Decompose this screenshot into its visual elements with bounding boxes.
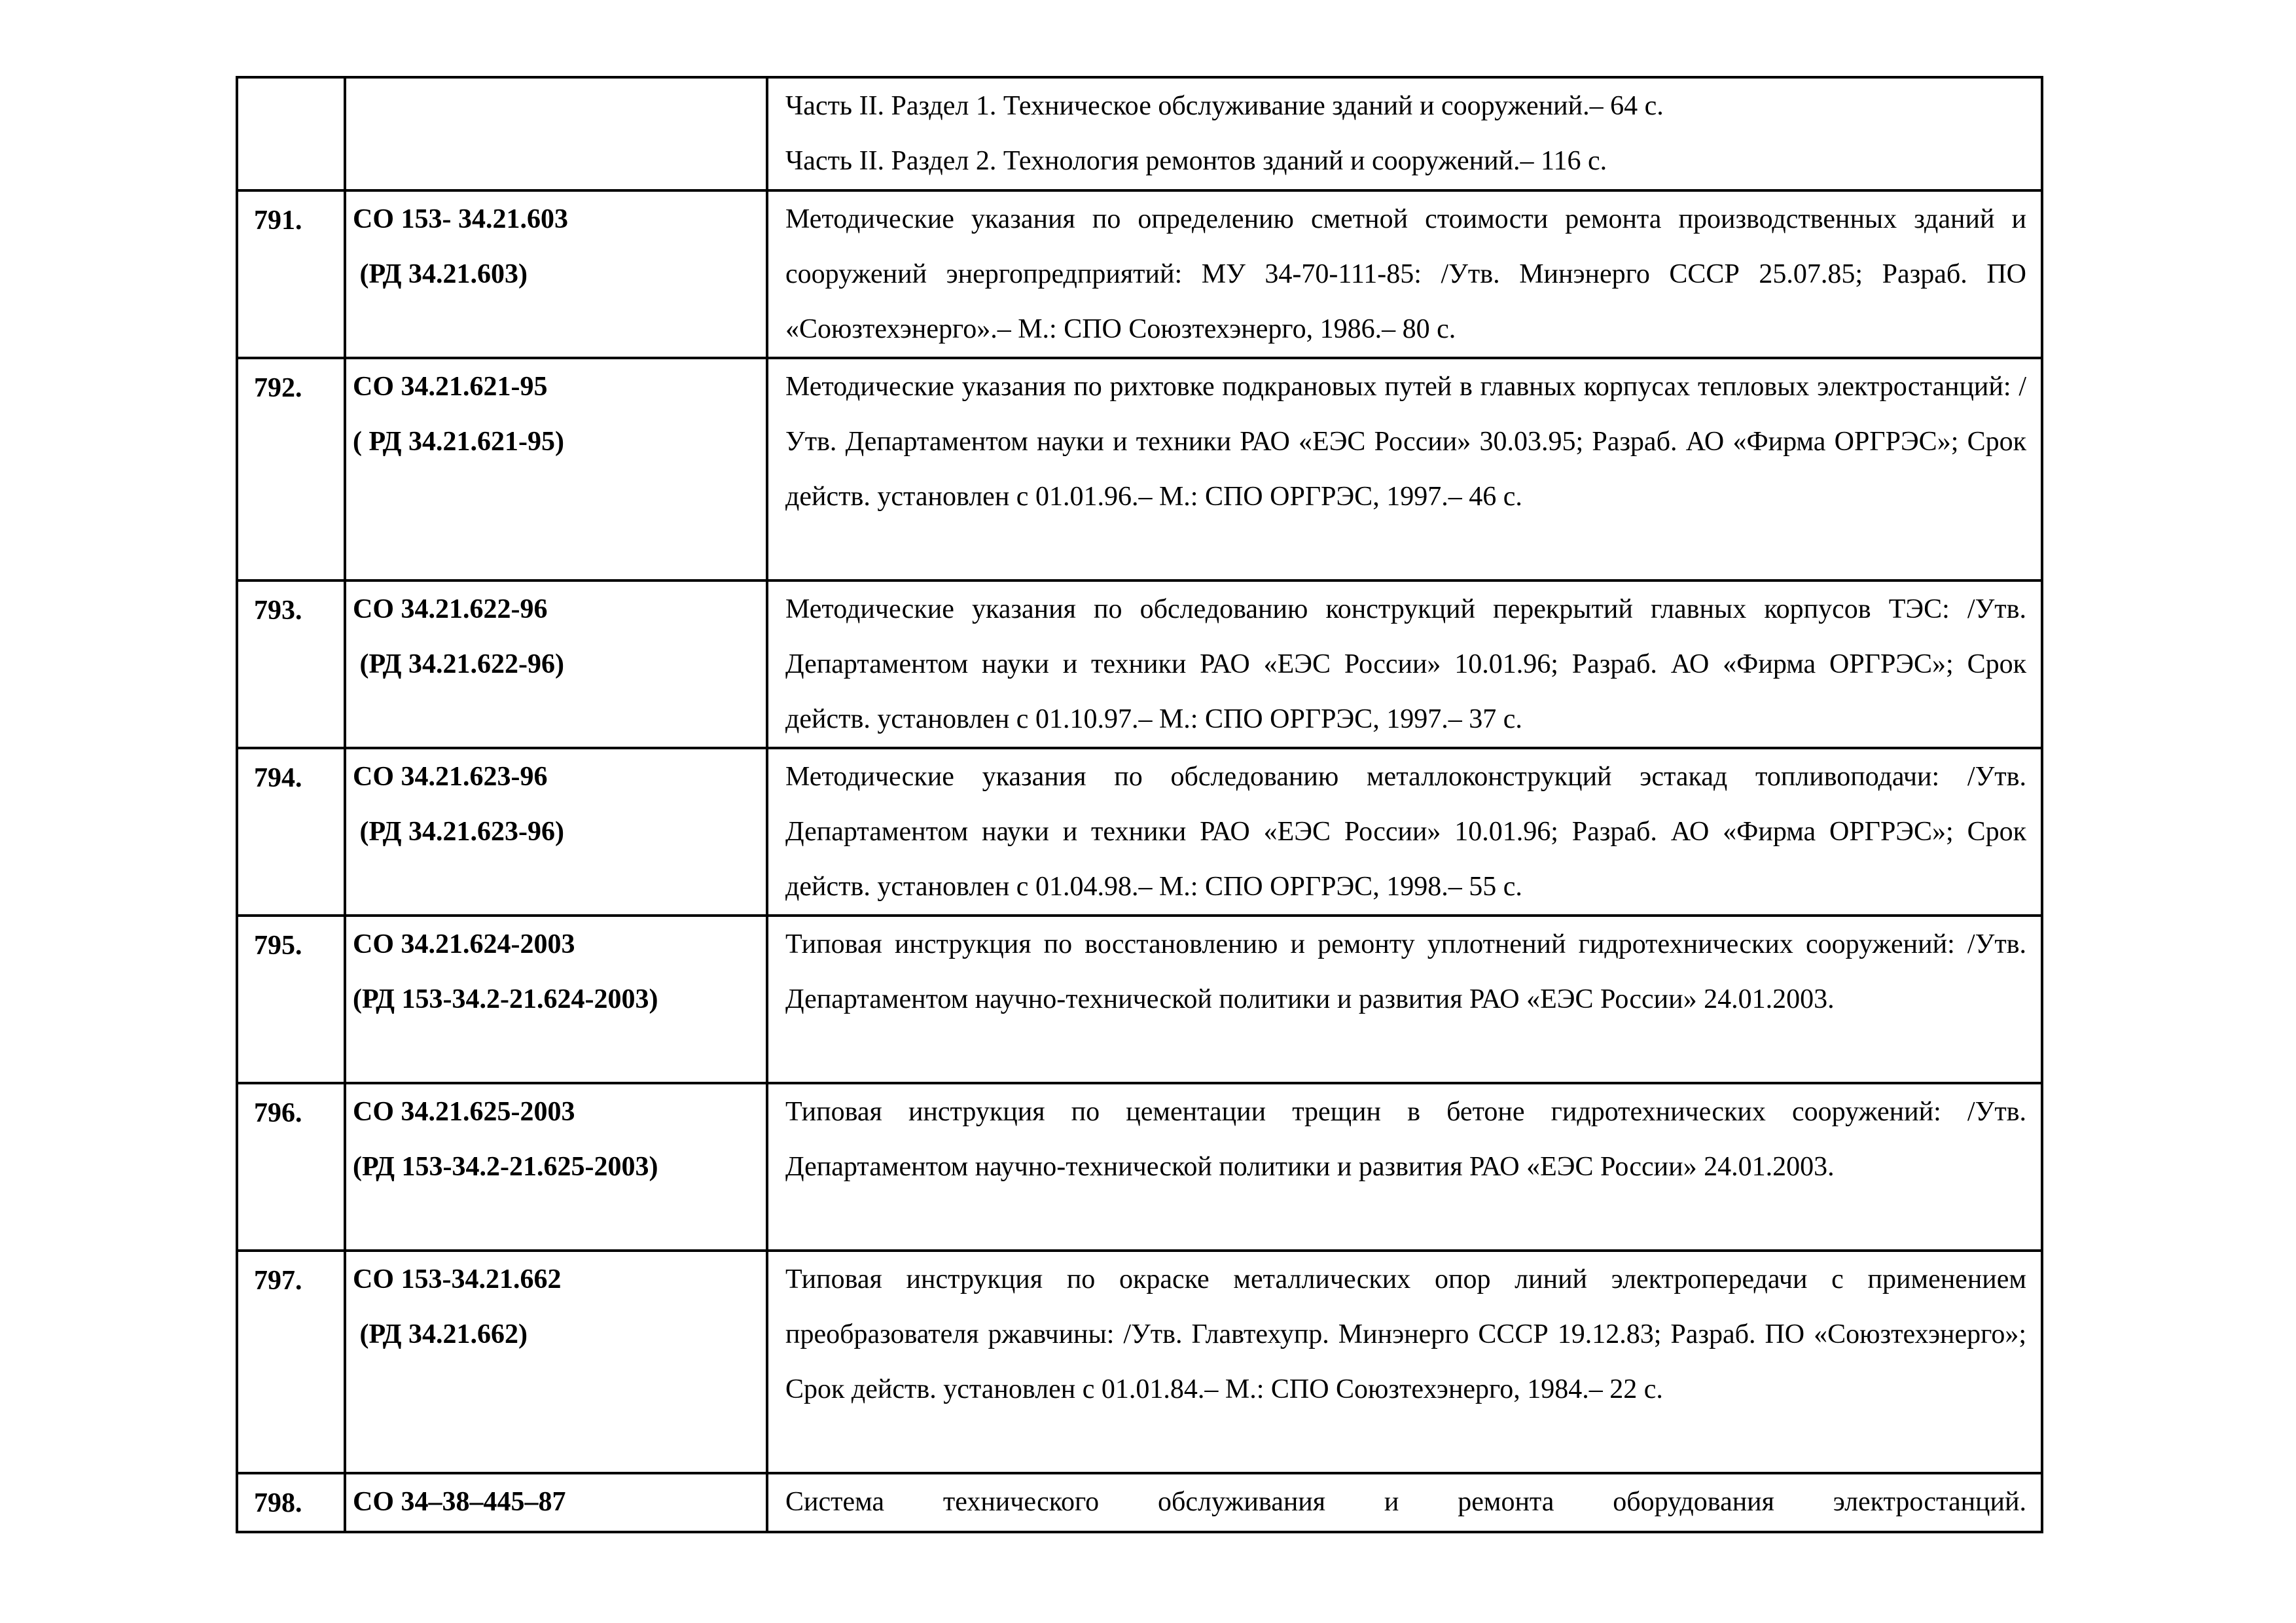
document-code bbox=[345, 748, 767, 916]
code-line-old: (РД 153-34.2-21.625-2003) bbox=[353, 1152, 658, 1182]
description-line: Часть II. Раздел 2. Технология ремонтов зданий и сооружений.– 116 с. bbox=[785, 146, 1607, 176]
row-number: 798. bbox=[237, 1473, 345, 1532]
table-row bbox=[237, 1473, 2042, 1532]
document-description: Методические указания по обследованию металлоконструкций эстакад топливоподачи: /Утв. Департаментом науки и техники РАО «ЕЭС России» 10.01.96; Разраб. АО «Фирма ОРГРЭС»; Срок действ. установлен с 01.04.98.– М.: СПО ОРГРЭС, 1998.– 55 с. bbox=[767, 748, 2042, 916]
code-line: СО 34.21.623-96 bbox=[353, 762, 548, 792]
code-line: СО 34–38–445–87 bbox=[353, 1487, 566, 1517]
document-description: Методические указания по определению сметной стоимости ремонта производственных зданий и сооружений энергопредприятий: МУ 34-70-111-85: /Утв. Минэнерго СССР 25.07.85; Разраб. ПО «Союзтехэнерго».– М.: СПО Союзтехэнерго, 1986.– 80 с. bbox=[767, 190, 2042, 358]
table-row bbox=[237, 1083, 2042, 1251]
document-code bbox=[345, 190, 767, 358]
code-line-old: (РД 34.21.603) bbox=[353, 259, 528, 289]
document-description: Типовая инструкция по цементации трещин в бетоне гидротехнических сооружений: /Утв. Департаментом научно-технической политики и развития РАО «ЕЭС России» 24.01.2003. bbox=[767, 1083, 2042, 1251]
row-number: 795. bbox=[237, 916, 345, 1083]
table-row bbox=[237, 77, 2042, 190]
row-number: 796. bbox=[237, 1083, 345, 1251]
code-line: СО 34.21.621-95 bbox=[353, 372, 548, 402]
document-code bbox=[345, 1083, 767, 1251]
document-code bbox=[345, 580, 767, 748]
row-number: 792. bbox=[237, 358, 345, 580]
row-number: 793. bbox=[237, 580, 345, 748]
row-number bbox=[237, 77, 345, 190]
row-number: 791. bbox=[237, 190, 345, 358]
code-line: СО 34.21.625-2003 bbox=[353, 1097, 575, 1127]
document-table bbox=[236, 76, 2043, 1533]
row-number: 797. bbox=[237, 1251, 345, 1473]
code-line-old: (РД 34.21.622-96) bbox=[353, 649, 565, 679]
row-number: 794. bbox=[237, 748, 345, 916]
description-line: Часть II. Раздел 1. Техническое обслуживание зданий и сооружений.– 64 с. bbox=[785, 91, 1664, 121]
document-code bbox=[345, 358, 767, 580]
code-line: СО 34.21.624-2003 bbox=[353, 929, 575, 959]
code-line: СО 153-34.21.662 bbox=[353, 1264, 562, 1294]
document-description: Система технического обслуживания и ремонта оборудования электростанций. bbox=[767, 1473, 2042, 1532]
document-code bbox=[345, 1251, 767, 1473]
table-row bbox=[237, 1251, 2042, 1473]
document-code bbox=[345, 1473, 767, 1532]
document-description: Типовая инструкция по восстановлению и ремонту уплотнений гидротехнических сооружений: /Утв. Департаментом научно-технической политики и развития РАО «ЕЭС России» 24.01.2003. bbox=[767, 916, 2042, 1083]
table-row bbox=[237, 190, 2042, 358]
table-row bbox=[237, 358, 2042, 580]
code-line-old: (РД 153-34.2-21.624-2003) bbox=[353, 984, 658, 1014]
table-row bbox=[237, 916, 2042, 1083]
document-description: Методические указания по рихтовке подкрановых путей в главных корпусах тепловых электростанций: /Утв. Департаментом науки и техники РАО «ЕЭС России» 30.03.95; Разраб. АО «Фирма ОРГРЭС»; Срок действ. установлен с 01.01.96.– М.: СПО ОРГРЭС, 1997.– 46 с. bbox=[767, 358, 2042, 580]
code-line-old: ( РД 34.21.621-95) bbox=[353, 427, 565, 457]
table-row bbox=[237, 748, 2042, 916]
document-description bbox=[767, 77, 2042, 190]
code-line: СО 153- 34.21.603 bbox=[353, 204, 568, 234]
code-line-old: (РД 34.21.662) bbox=[353, 1319, 528, 1349]
document-description: Методические указания по обследованию конструкций перекрытий главных корпусов ТЭС: /Утв. Департаментом науки и техники РАО «ЕЭС России» 10.01.96; Разраб. АО «Фирма ОРГРЭС»; Срок действ. установлен с 01.10.97.– М.: СПО ОРГРЭС, 1997.– 37 с. bbox=[767, 580, 2042, 748]
code-line: СО 34.21.622-96 bbox=[353, 594, 548, 624]
document-code bbox=[345, 77, 767, 190]
table-row bbox=[237, 580, 2042, 748]
code-line-old: (РД 34.21.623-96) bbox=[353, 817, 565, 847]
document-description: Типовая инструкция по окраске металлических опор линий электропередачи с применением преобразователя ржавчины: /Утв. Главтехупр. Минэнерго СССР 19.12.83; Разраб. ПО «Союзтехэнерго»; Срок действ. установлен с 01.01.84.– М.: СПО Союзтехэнерго, 1984.– 22 с. bbox=[767, 1251, 2042, 1473]
document-code bbox=[345, 916, 767, 1083]
